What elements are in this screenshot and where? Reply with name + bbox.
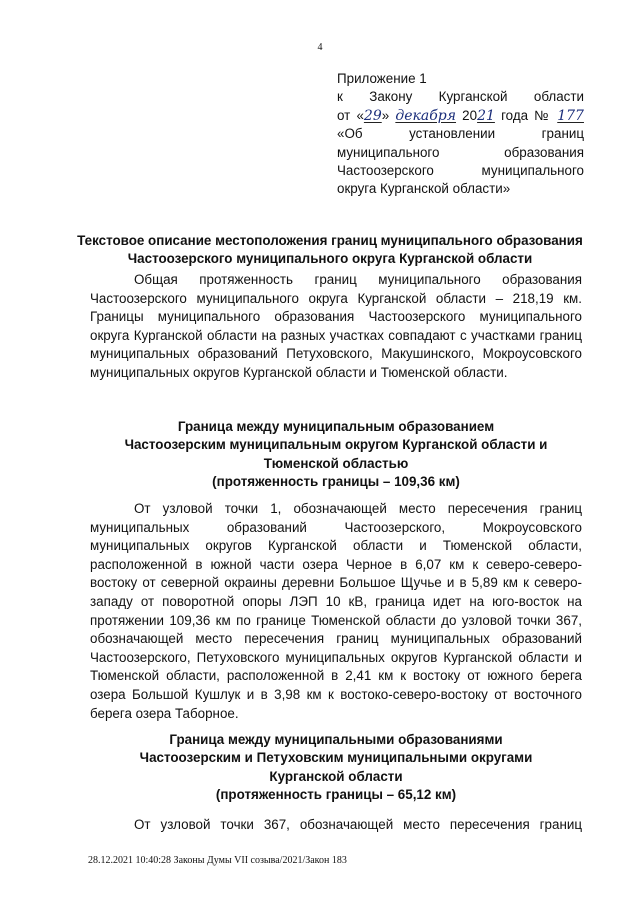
appendix-title: Приложение 1 xyxy=(337,71,427,86)
appendix-law-ref: к Закону Курганской области xyxy=(337,89,584,105)
appendix-block xyxy=(337,70,584,199)
appendix-line-6: Частоозерского муниципального xyxy=(337,163,584,179)
section-1-heading-line-1: Граница между муниципальным образованием xyxy=(177,419,495,434)
document-title-line-2: Частоозерского муниципального округа Курганской области xyxy=(127,251,533,267)
intro-text: Общая протяженность границ муниципального образования Частоозерского муниципального округа Курганской области – 218,19 км. Границы муниципального образования Частоозерского муниципального округа Курганской области на разных участках совпадают с участками границ муниципальных образований Петуховского, Макушинского, Мокроусовского муниципальных округов Курганской области и Тюменской области. xyxy=(90,272,582,380)
appendix-line-4: «Об установлении границ xyxy=(337,126,584,142)
section-2-heading-line-2: Частоозерским и Петуховским муниципальными округами xyxy=(139,750,533,766)
handwritten-year: 21 xyxy=(477,107,495,124)
appendix-line-5: муниципального образования xyxy=(337,144,584,160)
section-2-heading-line-4: (протяженность границы – 65,12 км) xyxy=(215,787,457,803)
section-1-heading-line-4: (протяженность границы – 109,36 км) xyxy=(212,474,460,490)
section-1-heading-line-3: Тюменской областью xyxy=(263,455,409,471)
date-prefix: от « xyxy=(337,107,364,123)
section-1-text: От узловой точки 1, обозначающей место пересечения границ муниципальных образований Частоозерского, Мокроусовского муниципальных округов Курганской области и Тюменской области, расположенной в южной части озера Черное в 6,07 км к северо-северо-востоку от северной окраины деревни Большое Щучье и в 5,89 км к северо-западу от поворотной опоры ЛЭП 10 кВ, граница идет на юго-восток на протяжении 109,36 км по границе Тюменской области до узловой точки 367, обозначающей место пересечения границ муниципальных образований Частоозерского, Петуховского муниципальных округов Курганской области и Тюменской области, расположенной в 2,41 км к востоку от южного берега озера Большой Кушлук и в 3,98 км к востоко-северо-востоку от восточного берега озера Таборное. xyxy=(90,501,582,721)
document-title-line-1: Текстовое описание местоположения границ муниципального образования xyxy=(77,233,583,248)
section-1-paragraph xyxy=(90,500,582,723)
year-prefix: 20 xyxy=(456,107,478,123)
section-1-heading xyxy=(90,418,582,492)
page-number: 4 xyxy=(317,42,323,53)
handwritten-day: 29 xyxy=(363,107,382,124)
footer-stamp: 28.12.2021 10:40:28 Законы Думы VII созыва/2021/Закон 183 xyxy=(88,855,347,866)
appendix-date-line xyxy=(337,107,584,125)
number-label: года № xyxy=(501,107,552,123)
handwritten-month: декабря xyxy=(395,107,457,124)
section-2-heading-line-1: Граница между муниципальными образованиями xyxy=(169,732,503,747)
handwritten-number: 177 xyxy=(557,107,584,124)
date-mid: » xyxy=(381,107,396,123)
section-2-paragraph xyxy=(90,816,582,835)
appendix-line-7: округа Курганской области» xyxy=(337,181,511,197)
section-2-heading xyxy=(90,731,582,805)
section-2-text: От узловой точки 367, обозначающей место пересечения границ xyxy=(134,817,582,832)
section-1-heading-line-2: Частоозерским муниципальным округом Курганской области и xyxy=(124,437,548,453)
document-title xyxy=(70,232,590,269)
intro-paragraph xyxy=(90,271,582,383)
section-2-heading-line-3: Курганской области xyxy=(269,768,403,784)
